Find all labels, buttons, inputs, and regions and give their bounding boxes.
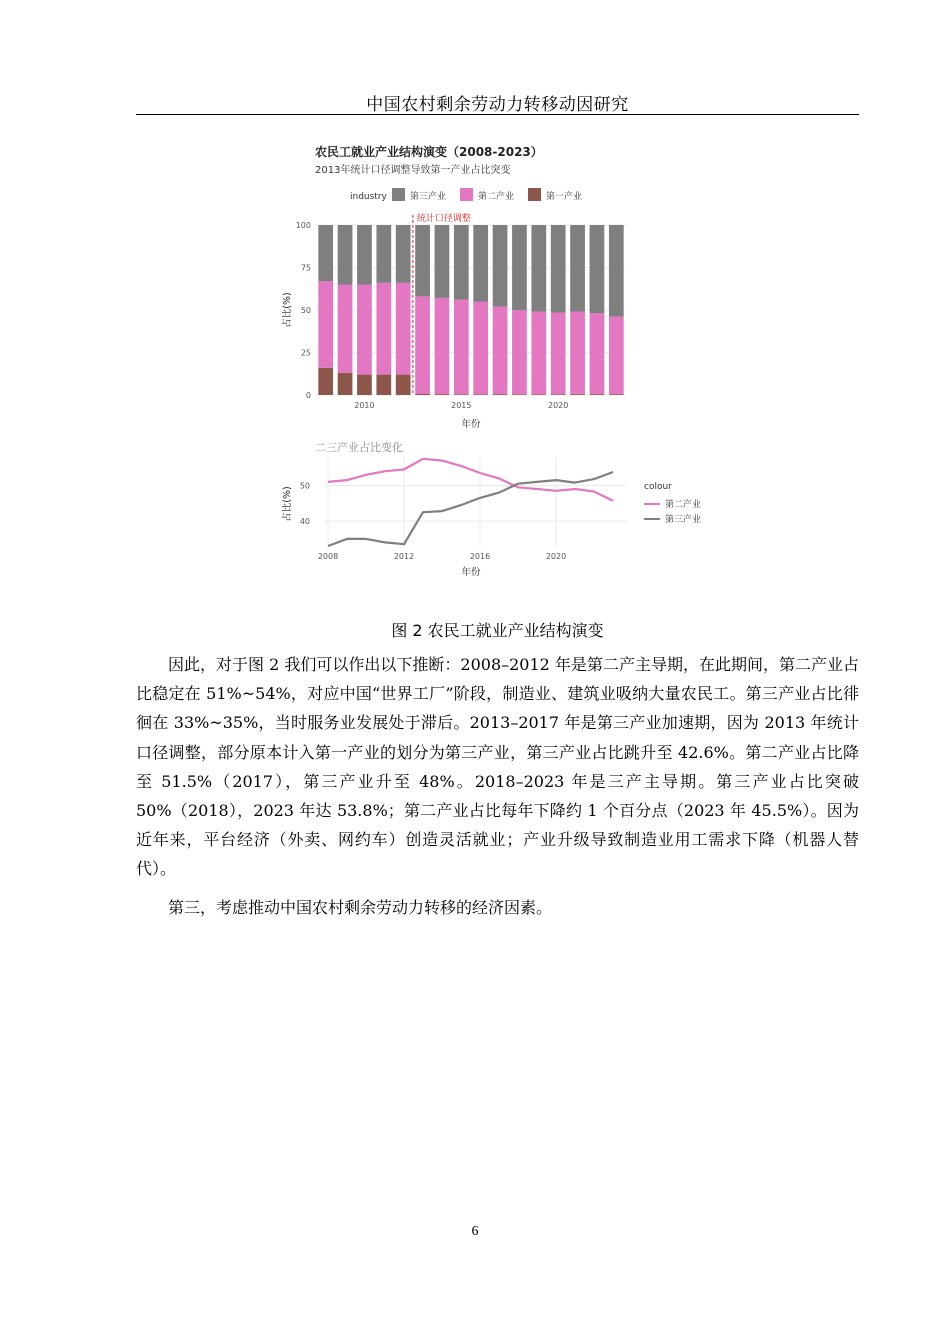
chart1-bar — [551, 313, 566, 395]
chart1-bar — [454, 394, 469, 395]
chart1-bar — [318, 281, 333, 368]
chart1-bar — [493, 225, 508, 307]
chart2-legend-label: 第二产业 — [665, 500, 702, 510]
chart1-bar — [357, 225, 372, 285]
chart1-xtick-label: 2010 — [354, 401, 375, 410]
chart1-bar — [570, 394, 585, 395]
chart1-bar — [415, 225, 430, 296]
chart1-bar — [512, 225, 527, 310]
page-number: 6 — [471, 1224, 479, 1239]
chart1-plot — [296, 212, 626, 410]
chart1-bar — [318, 225, 333, 281]
chart1-xtick-label: 2020 — [548, 401, 569, 410]
chart2-title: 二三产业占比变化 — [315, 441, 403, 454]
chart1-bar — [551, 394, 566, 395]
chart1-bar — [512, 394, 527, 395]
chart1-bar — [396, 225, 411, 283]
header-rule — [136, 114, 859, 115]
chart1-bar — [473, 394, 488, 395]
chart1-bar — [338, 285, 353, 373]
chart2-xtick-label: 2016 — [469, 552, 491, 561]
body-text — [136, 650, 859, 922]
figure-caption: 图 2 农民工就业产业结构演变 — [391, 621, 604, 640]
chart1-bar — [357, 375, 372, 395]
chart1-bar — [609, 316, 624, 394]
chart1-xtick-label: 2015 — [451, 401, 472, 410]
chart1-ytick-label: 75 — [300, 263, 311, 273]
chart1-xlabel: 年份 — [461, 419, 481, 430]
chart2-ylabel: 占比(%) — [282, 486, 293, 522]
chart2-series-line — [328, 459, 613, 501]
chart1-bar — [570, 225, 585, 312]
chart2-legend-title: colour — [644, 482, 672, 492]
figure-svg — [270, 138, 720, 583]
chart1-ytick-label: 0 — [305, 391, 311, 400]
chart1-bar — [396, 375, 411, 395]
chart1-bar — [609, 394, 624, 395]
chart1-bar — [570, 312, 585, 395]
chart1-legend-swatch — [460, 188, 473, 201]
chart1-bar — [590, 394, 605, 395]
chart1-bar — [415, 394, 430, 395]
chart2-xlabel: 年份 — [461, 567, 481, 578]
paragraph-1: 因此，对于图 2 我们可以作出以下推断：2008–2012 年是第二产主导期，在此期间，第二产业占比稳定在 51%~54%，对应中国“世界工厂”阶段，制造业、建筑业吸纳大量农民工。第三产业占比徘徊在 33%~35%，当时服务业发展处于滞后。2013–2017 年是第三产业加速期，因为 2013 年统计口径调整，部分原本计入第一产业的划分为第三产业，第三产业占比跳升至 42.6%。第二产业占比降至 51.5%（2017），第三产业升至 48%。2018–2023 年是三产主导期。第三产业占比突破 50%（2018），2023 年达 53.8%；第二产业占比每年下降约 1 个百分点（2023 年 45.5%）。因为近年来，平台经济（外卖、网约车）创造灵活就业；产业升级导致制造业用工需求下降（机器人替代）。 — [136, 655, 859, 879]
chart1-bar — [551, 225, 566, 313]
chart1-bar — [357, 285, 372, 375]
chart1-legend-swatch — [528, 188, 541, 201]
chart1-title: 农民工就业产业结构演变（2008-2023） — [315, 145, 543, 159]
chart1-bar — [473, 225, 488, 302]
chart2-xtick-label: 2020 — [545, 552, 567, 561]
chart1-bar — [435, 394, 450, 395]
chart1-bar — [531, 225, 546, 312]
chart2-legend — [644, 482, 701, 525]
chart2-xtick-label: 2008 — [317, 552, 339, 561]
chart1-legend — [350, 188, 582, 202]
chart2-series-line — [328, 472, 613, 546]
chart1-legend-label: 第一产业 — [546, 192, 583, 202]
chart1-bar — [376, 375, 391, 395]
chart1-bar — [435, 225, 450, 298]
chart1-legend-label: 第三产业 — [410, 192, 447, 202]
chart1-bar — [376, 283, 391, 375]
chart1-bar — [531, 394, 546, 395]
chart1-bar — [609, 225, 624, 316]
chart1-bar — [493, 394, 508, 395]
chart1-bar — [338, 225, 353, 285]
chart1-bar — [531, 312, 546, 395]
chart1-bar — [435, 298, 450, 394]
chart1-bar — [493, 307, 508, 395]
chart2-plot — [300, 457, 627, 561]
chart1-ytick-label: 100 — [295, 221, 311, 230]
chart1-bar — [376, 225, 391, 283]
chart1-bar — [318, 368, 333, 395]
chart1-bar — [512, 310, 527, 394]
chart2-xtick-label: 2012 — [393, 552, 415, 561]
chart1-bar — [590, 313, 605, 394]
chart1-bar — [415, 296, 430, 394]
chart1-bar — [473, 302, 488, 395]
chart2-ytick-label: 40 — [299, 517, 310, 527]
figure — [270, 138, 720, 587]
chart1-subtitle: 2013年统计口径调整导致第一产业占比突变 — [315, 165, 511, 176]
running-header: 中国农村剩余劳动力转移动因研究 — [366, 95, 629, 115]
chart1-bar — [396, 283, 411, 375]
chart1-bar — [454, 225, 469, 300]
chart1-bar — [590, 225, 605, 313]
chart1-legend-title: industry — [350, 192, 387, 202]
paragraph-2: 第三，考虑推动中国农村剩余劳动力转移的经济因素。 — [168, 897, 553, 917]
chart1-legend-swatch — [392, 188, 405, 201]
chart1-legend-label: 第二产业 — [478, 192, 515, 202]
chart1-bar — [454, 300, 469, 395]
chart1-bar — [338, 373, 353, 395]
chart2-legend-label: 第三产业 — [665, 515, 702, 525]
chart1-ytick-label: 50 — [300, 306, 311, 315]
chart2-ytick-label: 50 — [299, 481, 310, 491]
chart1-annotation-label: 统计口径调整 — [416, 214, 471, 224]
chart1-ylabel: 占比(%) — [282, 292, 293, 328]
chart1-ytick-label: 25 — [300, 348, 311, 358]
